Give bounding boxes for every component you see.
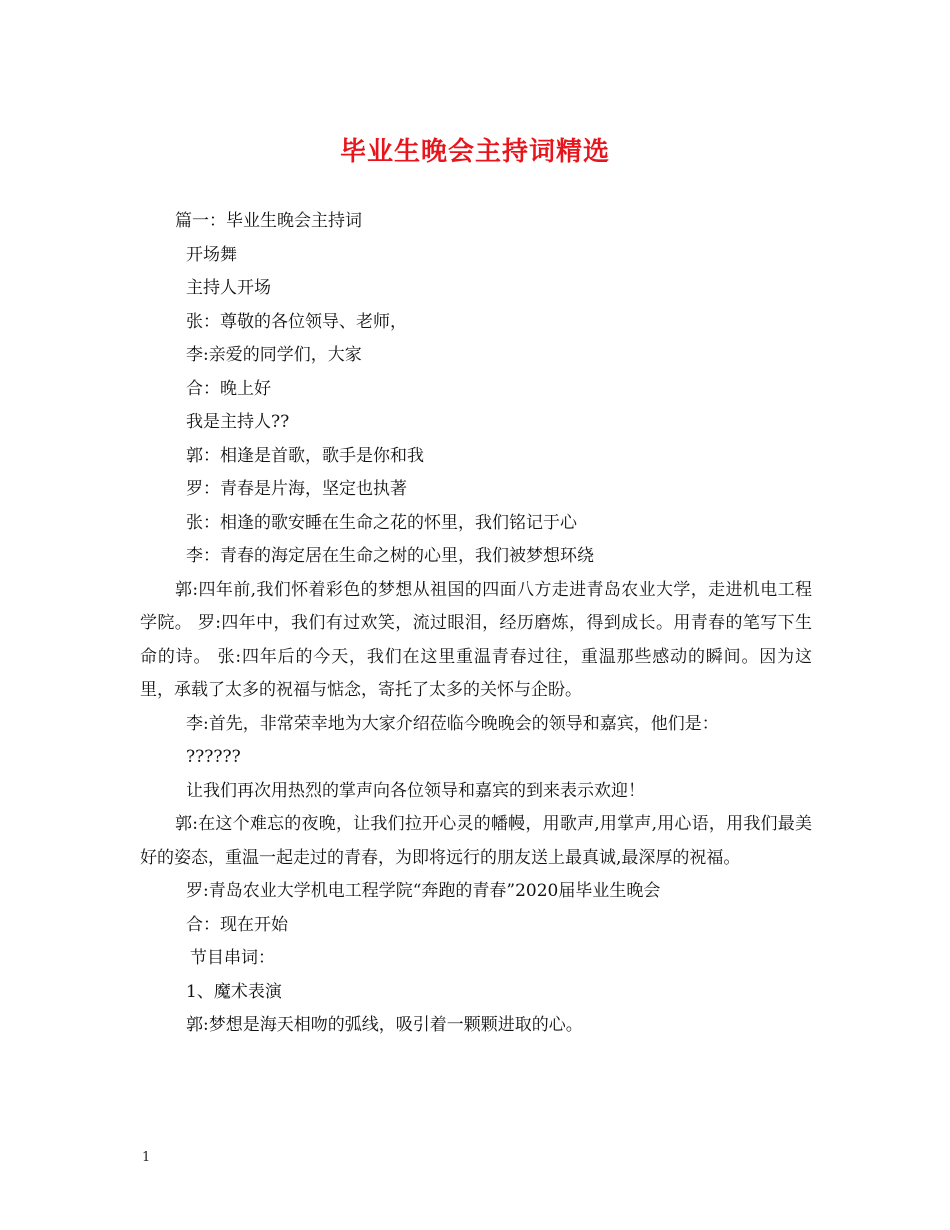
paragraph: 郭:四年前,我们怀着彩色的梦想从祖国的四面八方走进青岛农业大学，走进机电工程学院。 罗:四年中，我们有过欢笑，流过眼泪，经历磨炼，得到成长。用青春的笔写下生命的诗。 张:四年后的今天，我们在这里重温青春过往，重温那些感动的瞬间。因为这里，承载了太多的祝福与惦念，寄托了太多的关怀与企盼。 xyxy=(140,579,812,700)
text-line: 罗：青春是片海，坚定也执著 xyxy=(186,479,407,499)
document-title: 毕业生晚会主持词精选 xyxy=(339,137,610,167)
section-heading: 篇一：毕业生晚会主持词 xyxy=(175,211,362,231)
text-line: 李:亲爱的同学们，大家 xyxy=(186,345,362,365)
text-line: 李:首先，非常荣幸地为大家介绍莅临今晚晚会的领导和嘉宾，他们是： xyxy=(186,713,719,734)
text-line: 我是主持人?? xyxy=(186,412,290,432)
text-line: 开场舞 xyxy=(186,244,237,265)
text-line: 罗:青岛农业大学机电工程学院“奔跑的青春”2020届毕业生晚会 xyxy=(186,881,661,901)
page-number: 1 xyxy=(142,1150,151,1165)
text-line: 节目串词： xyxy=(190,948,275,968)
text-line: 李：青春的海定居在生命之树的心里，我们被梦想环绕 xyxy=(186,546,594,566)
text-line: 1、魔术表演 xyxy=(186,981,282,1002)
text-line: 合：晚上好 xyxy=(186,378,271,399)
text-line: 让我们再次用热烈的掌声向各位领导和嘉宾的到来表示欢迎！ xyxy=(186,780,645,801)
text-line: 张：相逢的歌安睡在生命之花的怀里，我们铭记于心 xyxy=(186,512,577,533)
text-line: 郭:梦想是海天相吻的弧线，吸引着一颗颗进取的心。 xyxy=(186,1015,583,1035)
text-line: 主持人开场 xyxy=(186,278,271,298)
text-line: 郭：相逢是首歌，歌手是你和我 xyxy=(186,445,424,466)
document-body xyxy=(140,205,812,1043)
text-line: ?????? xyxy=(186,747,241,767)
text-line: 合：现在开始 xyxy=(186,914,288,935)
text-line: 张：尊敬的各位领导、老师， xyxy=(186,311,407,332)
paragraph: 郭:在这个难忘的夜晚，让我们拉开心灵的幡幔，用歌声,用掌声,用心语，用我们最美好的姿态，重温一起走过的青春，为即将远行的朋友送上最真诚,最深厚的祝福。 xyxy=(140,814,812,868)
